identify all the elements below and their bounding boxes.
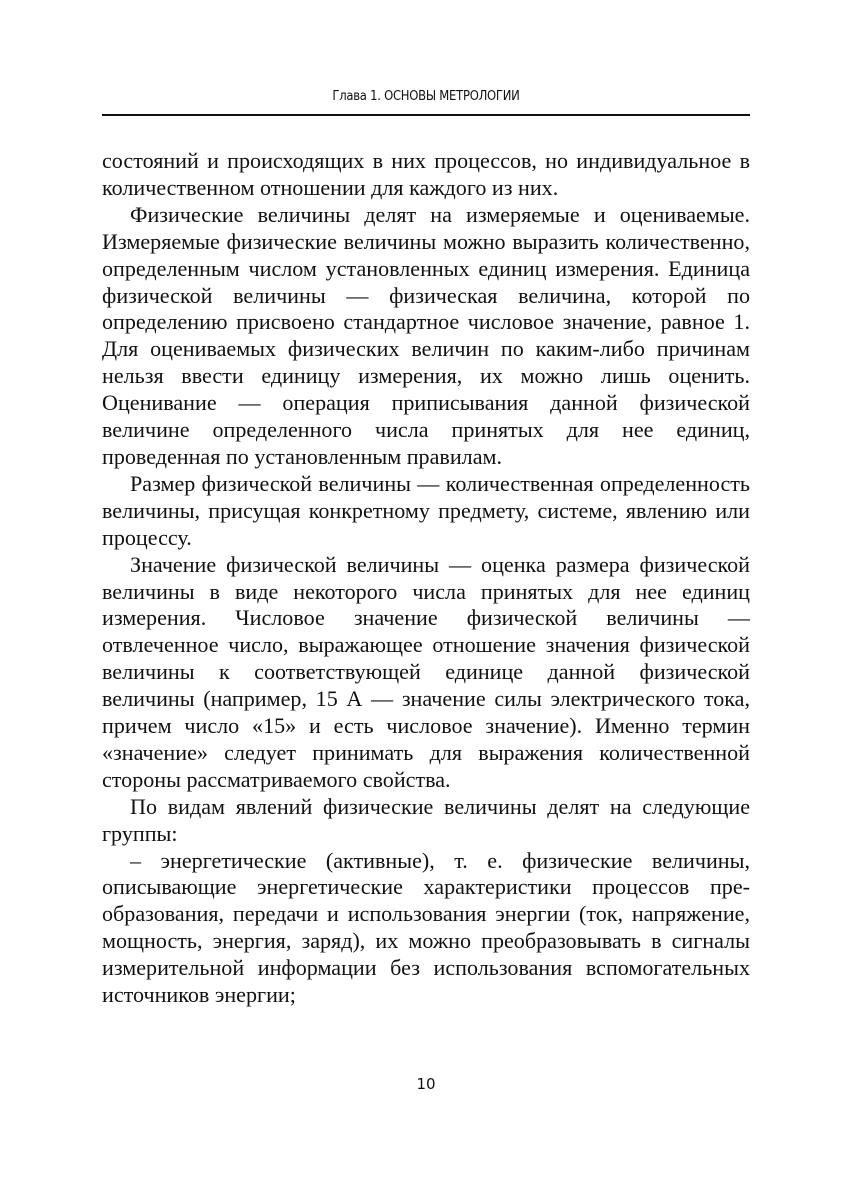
paragraph-continuation: состояний и происходящих в них процессов, но индивидуальное в количественном отношении для каждого из них. bbox=[102, 148, 750, 200]
header-divider bbox=[102, 114, 750, 116]
running-header-title: Глава 1. ОСНОВЫ МЕТРОЛОГИИ bbox=[332, 88, 520, 104]
paragraph-measured-values: Физические величины делят на измеряемые и оцениваемые. Измеряемые физические величины можно выразить количественно, определенным числом установленных единиц измерения. Единица физической величины — физическая величина, которой по определению присвоено стандартное числовое значение, равное 1. Для оцениваемых физических величин по каким-либо причинам нельзя ввести единицу измерения, их можно лишь оценить. Оценивание — операция приписывания данной физической величине определенного числа принятых для нее единиц, проведенная по установленным правилам. bbox=[102, 201, 750, 469]
list-item-energetic: – энергетические (активные), т. е. физические величины, описывающие энергетические характеристики процессов преобразования, передачи и использования энергии (ток, напряжение, мощность, энергия, заряд), их можно преобразовывать в сигналы измерительной информации без использования вспомогательных источников энергии; bbox=[102, 847, 750, 1008]
paragraph-quantity-size: Размер физической величины — количественная определенность величины, присущая конкретному предмету, системе, явлению или процессу. bbox=[102, 470, 750, 550]
body-text bbox=[102, 148, 750, 1009]
page-number: 10 bbox=[416, 1075, 436, 1093]
paragraph-quantity-value: Значение физической величины — оценка размера физической величины в виде некоторого числа принятых для нее единиц измерения. Числовое значение физической величины — отвлеченное число, выражающее отношение значения физической величины к соответствующей единице данной физической величины (например, 15 А — значение силы электрического тока, причем число «15» и есть числовое значение). Именно термин «значение» следует принимать для выражения количественной стороны рассматриваемого свойства. bbox=[102, 551, 750, 792]
paragraph-groups-intro: По видам явлений физические величины делят на следующие группы: bbox=[102, 793, 750, 846]
